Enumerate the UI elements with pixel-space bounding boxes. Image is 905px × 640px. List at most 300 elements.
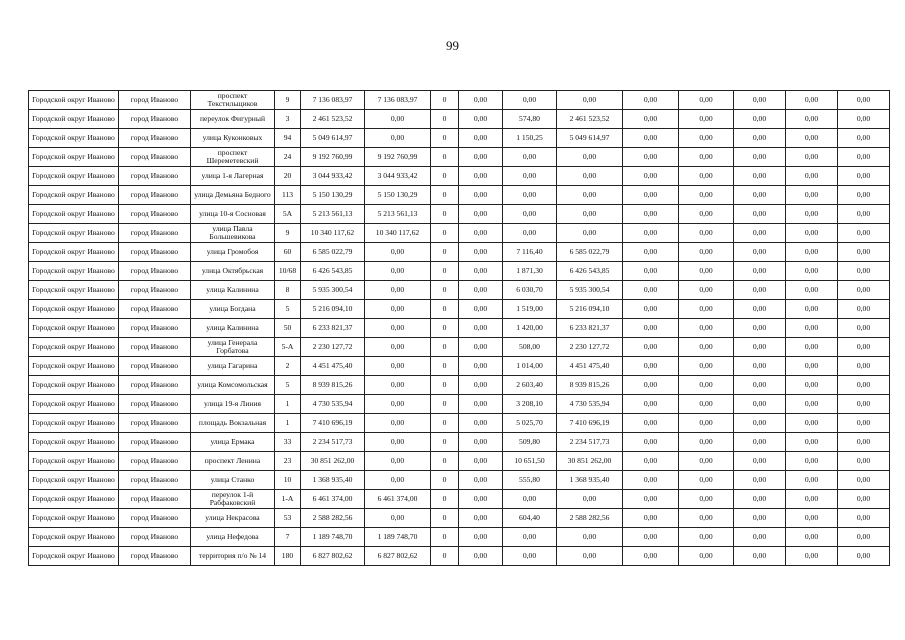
table-cell: город Иваново (119, 300, 191, 319)
table-cell: 0 (431, 433, 459, 452)
table-cell: 0,00 (459, 110, 503, 129)
table-cell: 0,00 (734, 547, 786, 566)
table-cell: 0,00 (838, 243, 890, 262)
table-cell: 0,00 (734, 167, 786, 186)
table-cell: 10 340 117,62 (301, 224, 365, 243)
table-cell: 0,00 (365, 243, 431, 262)
table-cell: 555,80 (503, 471, 557, 490)
table-cell: 0,00 (679, 224, 734, 243)
table-cell: город Иваново (119, 148, 191, 167)
table-cell: 0 (431, 395, 459, 414)
table-cell: 0,00 (365, 129, 431, 148)
table-cell: 0,00 (623, 376, 679, 395)
table-cell: 0,00 (786, 319, 838, 338)
table-cell: 0 (431, 110, 459, 129)
table-cell: улица Калинина (191, 319, 275, 338)
table-cell: 0,00 (786, 547, 838, 566)
table-row (29, 452, 890, 471)
table-cell: Городской округ Иваново (29, 300, 119, 319)
table-cell: 0,00 (365, 433, 431, 452)
table-cell: 0,00 (679, 129, 734, 148)
table-cell: 0,00 (838, 281, 890, 300)
table-cell: 0,00 (557, 490, 623, 509)
table-cell: 5 935 300,54 (301, 281, 365, 300)
table-cell: 0,00 (734, 319, 786, 338)
table-cell: Городской округ Иваново (29, 167, 119, 186)
table-cell: город Иваново (119, 433, 191, 452)
table-cell: 6 827 802,62 (365, 547, 431, 566)
table-cell: 0,00 (679, 490, 734, 509)
table-cell: 94 (275, 129, 301, 148)
table-cell: улица Громобоя (191, 243, 275, 262)
table-row (29, 186, 890, 205)
table-cell: улица Генерала Горбатова (191, 338, 275, 357)
table-cell: 9 (275, 91, 301, 110)
table-cell: 0,00 (365, 357, 431, 376)
table-cell: территория п/о № 14 (191, 547, 275, 566)
table-cell: 9 192 760,99 (301, 148, 365, 167)
table-cell: 0,00 (459, 547, 503, 566)
table-cell: 0,00 (365, 300, 431, 319)
table-cell: город Иваново (119, 509, 191, 528)
table-cell: 0,00 (623, 471, 679, 490)
table-cell: 0,00 (679, 186, 734, 205)
table-cell: Городской округ Иваново (29, 129, 119, 148)
table-cell: 0,00 (838, 148, 890, 167)
table-cell: 0,00 (623, 490, 679, 509)
table-cell: 0,00 (557, 91, 623, 110)
table-cell: 0,00 (734, 300, 786, 319)
table-cell: 7 (275, 528, 301, 547)
table-cell: 0,00 (623, 414, 679, 433)
table-row (29, 376, 890, 395)
table-cell: 0,00 (786, 338, 838, 357)
table-cell: улица Калинина (191, 281, 275, 300)
table-cell: 0,00 (503, 167, 557, 186)
table-cell: 0 (431, 414, 459, 433)
table-cell: 0 (431, 338, 459, 357)
table-cell: 0,00 (459, 357, 503, 376)
table-cell: 508,00 (503, 338, 557, 357)
table-cell: 0,00 (786, 262, 838, 281)
table-cell: 7 410 696,19 (557, 414, 623, 433)
table-cell: 0 (431, 357, 459, 376)
table-cell: 0,00 (838, 471, 890, 490)
table-cell: Городской округ Иваново (29, 110, 119, 129)
table-cell: 0,00 (786, 110, 838, 129)
table-cell: 2 461 523,52 (301, 110, 365, 129)
table-cell: 0,00 (679, 262, 734, 281)
table-cell: Городской округ Иваново (29, 414, 119, 433)
table-cell: 0,00 (557, 224, 623, 243)
table-cell: 0,00 (365, 395, 431, 414)
table-cell: 0,00 (786, 452, 838, 471)
table-cell: 0,00 (786, 205, 838, 224)
table-cell: 0,00 (459, 471, 503, 490)
table-cell: 0,00 (557, 148, 623, 167)
table-cell: 3 044 933,42 (301, 167, 365, 186)
table-cell: 0,00 (786, 471, 838, 490)
table-cell: 0,00 (786, 91, 838, 110)
table-cell: Городской округ Иваново (29, 91, 119, 110)
table-row (29, 243, 890, 262)
table-cell: 0,00 (679, 376, 734, 395)
table-row (29, 528, 890, 547)
table-cell: 6 461 374,00 (365, 490, 431, 509)
table-cell: 5 (275, 376, 301, 395)
data-table (28, 90, 890, 566)
table-cell: 0,00 (503, 490, 557, 509)
table-cell: 0,00 (623, 300, 679, 319)
table-cell: 0,00 (365, 471, 431, 490)
table-cell: 5 213 561,13 (365, 205, 431, 224)
table-cell: 0,00 (503, 148, 557, 167)
table-row (29, 547, 890, 566)
table-cell: 0 (431, 186, 459, 205)
table-cell: Городской округ Иваново (29, 243, 119, 262)
table-cell: 2 234 517,73 (301, 433, 365, 452)
table-cell: 0,00 (623, 148, 679, 167)
table-cell: 0,00 (459, 243, 503, 262)
table-cell: 0,00 (557, 167, 623, 186)
table-cell: 8 939 815,26 (557, 376, 623, 395)
table-cell: 0,00 (459, 433, 503, 452)
table-cell: 0 (431, 471, 459, 490)
table-cell: 0,00 (838, 319, 890, 338)
table-row (29, 205, 890, 224)
table-cell: 10 651,50 (503, 452, 557, 471)
table-cell: 6 585 022,79 (557, 243, 623, 262)
table-cell: 0,00 (734, 110, 786, 129)
table-cell: улица 10-я Сосновая (191, 205, 275, 224)
table-cell: 0,00 (365, 414, 431, 433)
table-row (29, 148, 890, 167)
table-cell: Городской округ Иваново (29, 262, 119, 281)
table-cell: 3 044 933,42 (365, 167, 431, 186)
table-cell: 0,00 (623, 129, 679, 148)
table-row (29, 490, 890, 509)
table-cell: 5 150 130,29 (301, 186, 365, 205)
table-cell: 0,00 (679, 300, 734, 319)
table-cell: улица Станко (191, 471, 275, 490)
table-cell: 0,00 (557, 547, 623, 566)
table-cell: 2 230 127,72 (301, 338, 365, 357)
table-cell: 24 (275, 148, 301, 167)
table-cell: 20 (275, 167, 301, 186)
table-cell: 0,00 (786, 186, 838, 205)
table-cell: улица Октябрьская (191, 262, 275, 281)
table-cell: 0,00 (459, 528, 503, 547)
table-cell: Городской округ Иваново (29, 376, 119, 395)
table-cell: 7 410 696,19 (301, 414, 365, 433)
table-cell: Городской округ Иваново (29, 319, 119, 338)
table-cell: 0 (431, 224, 459, 243)
table-cell: 0,00 (679, 91, 734, 110)
table-cell: 0,00 (786, 509, 838, 528)
table-cell: улица Комсомольская (191, 376, 275, 395)
table-cell: 0,00 (503, 224, 557, 243)
table-cell: улица Гагарина (191, 357, 275, 376)
table-cell: город Иваново (119, 490, 191, 509)
table-cell: 0,00 (679, 528, 734, 547)
table-cell: 0,00 (679, 205, 734, 224)
table-cell: 23 (275, 452, 301, 471)
table-cell: 5 213 561,13 (301, 205, 365, 224)
table-cell: 0,00 (838, 414, 890, 433)
table-cell: 4 730 535,94 (557, 395, 623, 414)
table-cell: 0,00 (365, 110, 431, 129)
table-cell: 0,00 (786, 433, 838, 452)
table-cell: 6 233 821,37 (301, 319, 365, 338)
table-cell: 30 851 262,00 (301, 452, 365, 471)
table-row (29, 395, 890, 414)
table-cell: 10/68 (275, 262, 301, 281)
table-cell: город Иваново (119, 205, 191, 224)
table-cell: город Иваново (119, 281, 191, 300)
table-cell: 0,00 (786, 376, 838, 395)
table-cell: 0,00 (459, 281, 503, 300)
table-row (29, 110, 890, 129)
table-cell: 0 (431, 490, 459, 509)
table-cell: 0 (431, 376, 459, 395)
table-cell: 0,00 (786, 129, 838, 148)
table-cell: улица 19-я Линия (191, 395, 275, 414)
table-cell: 30 851 262,00 (557, 452, 623, 471)
table-cell: 9 192 760,99 (365, 148, 431, 167)
table-cell: Городской округ Иваново (29, 471, 119, 490)
table-cell: 0,00 (503, 547, 557, 566)
table-cell: 0,00 (459, 224, 503, 243)
table-cell: 5 216 094,10 (557, 300, 623, 319)
table-cell: 0,00 (679, 167, 734, 186)
table-cell: 0,00 (734, 414, 786, 433)
table-cell: 1 014,00 (503, 357, 557, 376)
table-row (29, 281, 890, 300)
table-cell: 10 (275, 471, 301, 490)
table-cell: 0,00 (786, 357, 838, 376)
table-row (29, 509, 890, 528)
table-cell: улица Некрасова (191, 509, 275, 528)
table-cell: 5 150 130,29 (365, 186, 431, 205)
table-cell: 0,00 (623, 91, 679, 110)
table-cell: 1 150,25 (503, 129, 557, 148)
table-cell: 0,00 (838, 357, 890, 376)
table-cell: 4 730 535,94 (301, 395, 365, 414)
table-cell: 0,00 (623, 433, 679, 452)
table-cell: 5 025,70 (503, 414, 557, 433)
table-cell: 0,00 (734, 129, 786, 148)
table-cell: 0 (431, 205, 459, 224)
table-cell: 0,00 (503, 205, 557, 224)
table-cell: 60 (275, 243, 301, 262)
table-cell: 0,00 (679, 148, 734, 167)
table-cell: 0,00 (459, 509, 503, 528)
table-cell: город Иваново (119, 357, 191, 376)
table-cell: 0,00 (679, 395, 734, 414)
table-cell: улица Павла Большевикова (191, 224, 275, 243)
table-cell: 0,00 (679, 509, 734, 528)
table-cell: город Иваново (119, 167, 191, 186)
table-cell: улица Богдана (191, 300, 275, 319)
table-cell: 0,00 (679, 452, 734, 471)
table-cell: 0,00 (838, 509, 890, 528)
table-row (29, 129, 890, 148)
table-cell: Городской округ Иваново (29, 338, 119, 357)
table-cell: 0,00 (786, 281, 838, 300)
table-row (29, 262, 890, 281)
table-cell: 5А (275, 205, 301, 224)
table-cell: 5 049 614,97 (557, 129, 623, 148)
table-cell: Городской округ Иваново (29, 186, 119, 205)
table-cell: 0,00 (623, 110, 679, 129)
table-row (29, 167, 890, 186)
table-cell: 0,00 (734, 376, 786, 395)
table-cell: 2 603,40 (503, 376, 557, 395)
table-cell: Городской округ Иваново (29, 395, 119, 414)
table-cell: 0,00 (734, 205, 786, 224)
table-cell: 0,00 (459, 319, 503, 338)
table-cell: 0 (431, 148, 459, 167)
table-cell: 0,00 (838, 547, 890, 566)
table-cell: 0,00 (679, 433, 734, 452)
table-cell: 0,00 (557, 186, 623, 205)
table-cell: 0,00 (786, 243, 838, 262)
table-cell: 0,00 (503, 528, 557, 547)
table-cell: город Иваново (119, 338, 191, 357)
table-cell: 574,80 (503, 110, 557, 129)
table-cell: 6 030,70 (503, 281, 557, 300)
table-cell: 0,00 (734, 452, 786, 471)
table-cell: 0,00 (734, 395, 786, 414)
table-cell: 33 (275, 433, 301, 452)
table-cell: 9 (275, 224, 301, 243)
table-cell: город Иваново (119, 452, 191, 471)
table-cell: 0,00 (734, 148, 786, 167)
table-cell: 0,00 (623, 262, 679, 281)
table-cell: 0,00 (734, 528, 786, 547)
table-cell: 0,00 (734, 91, 786, 110)
table-cell: город Иваново (119, 395, 191, 414)
table-cell: 8 939 815,26 (301, 376, 365, 395)
table-cell: 0,00 (623, 528, 679, 547)
table-cell: 0,00 (623, 547, 679, 566)
table-cell: 0 (431, 262, 459, 281)
table-cell: 0,00 (786, 300, 838, 319)
table-cell: 1-А (275, 490, 301, 509)
table-cell: 0,00 (838, 262, 890, 281)
table-cell: 4 451 475,40 (301, 357, 365, 376)
table-cell: 0,00 (786, 395, 838, 414)
table-cell: 0,00 (459, 414, 503, 433)
table-cell: 0,00 (838, 300, 890, 319)
table-row (29, 91, 890, 110)
table-cell: 0,00 (734, 338, 786, 357)
table-cell: 0,00 (838, 376, 890, 395)
table-cell: проспект Текстильщиков (191, 91, 275, 110)
table-cell: 0 (431, 300, 459, 319)
table-cell: 1 420,00 (503, 319, 557, 338)
table-cell: 0,00 (623, 224, 679, 243)
table-cell: Городской округ Иваново (29, 281, 119, 300)
table-cell: 0,00 (786, 414, 838, 433)
table-cell: 3 208,10 (503, 395, 557, 414)
table-cell: 0 (431, 319, 459, 338)
table-cell: 0,00 (838, 528, 890, 547)
table-cell: Городской округ Иваново (29, 224, 119, 243)
table-cell: город Иваново (119, 547, 191, 566)
table-cell: 5-А (275, 338, 301, 357)
table-cell: 0,00 (623, 452, 679, 471)
table-cell: 0,00 (365, 262, 431, 281)
table-cell: 0,00 (838, 395, 890, 414)
table-cell: 0,00 (786, 167, 838, 186)
table-cell: 0,00 (838, 452, 890, 471)
table-cell: Городской округ Иваново (29, 547, 119, 566)
table-cell: 6 426 543,85 (301, 262, 365, 281)
table-cell: 50 (275, 319, 301, 338)
table-cell: 0,00 (734, 186, 786, 205)
table-cell: 0,00 (459, 452, 503, 471)
table-cell: 0,00 (679, 319, 734, 338)
table-cell: Городской округ Иваново (29, 205, 119, 224)
table-cell: 0,00 (734, 471, 786, 490)
table-cell: 0,00 (365, 509, 431, 528)
table-cell: 6 827 802,62 (301, 547, 365, 566)
table-cell: 2 588 282,56 (557, 509, 623, 528)
table-cell: город Иваново (119, 471, 191, 490)
table-cell: Городской округ Иваново (29, 452, 119, 471)
table-row (29, 433, 890, 452)
table-row (29, 319, 890, 338)
table-cell: 0,00 (459, 300, 503, 319)
table-cell: 0,00 (623, 395, 679, 414)
table-cell: 0,00 (679, 243, 734, 262)
table-cell: 0,00 (459, 490, 503, 509)
table-cell: 5 216 094,10 (301, 300, 365, 319)
table-cell: 0,00 (838, 186, 890, 205)
table-cell: улица Ермака (191, 433, 275, 452)
table-cell: 5 935 300,54 (557, 281, 623, 300)
table-cell: 0,00 (838, 91, 890, 110)
table-cell: 8 (275, 281, 301, 300)
table-cell: переулок 1-й Рабфаковский (191, 490, 275, 509)
table-cell: 0,00 (734, 243, 786, 262)
table-cell: 0,00 (734, 262, 786, 281)
table-cell: 0,00 (734, 509, 786, 528)
table-cell: улица Нефедова (191, 528, 275, 547)
table-cell: 6 426 543,85 (557, 262, 623, 281)
table-cell: 6 585 022,79 (301, 243, 365, 262)
table-cell: 0,00 (786, 224, 838, 243)
table-cell: 7 116,40 (503, 243, 557, 262)
table-cell: 1 189 748,70 (301, 528, 365, 547)
table-cell: 0,00 (459, 186, 503, 205)
table-cell: 3 (275, 110, 301, 129)
table-cell: 0,00 (557, 528, 623, 547)
table-cell: Городской округ Иваново (29, 528, 119, 547)
table-cell: 0,00 (459, 167, 503, 186)
table-cell: 0,00 (459, 148, 503, 167)
table-cell: 0 (431, 528, 459, 547)
table-cell: 0 (431, 452, 459, 471)
table-cell: 0,00 (365, 376, 431, 395)
table-cell: 1 368 935,40 (301, 471, 365, 490)
table-cell: 2 588 282,56 (301, 509, 365, 528)
table-cell: город Иваново (119, 110, 191, 129)
table-cell: город Иваново (119, 528, 191, 547)
table-cell: город Иваново (119, 224, 191, 243)
table-cell: 7 136 083,97 (301, 91, 365, 110)
